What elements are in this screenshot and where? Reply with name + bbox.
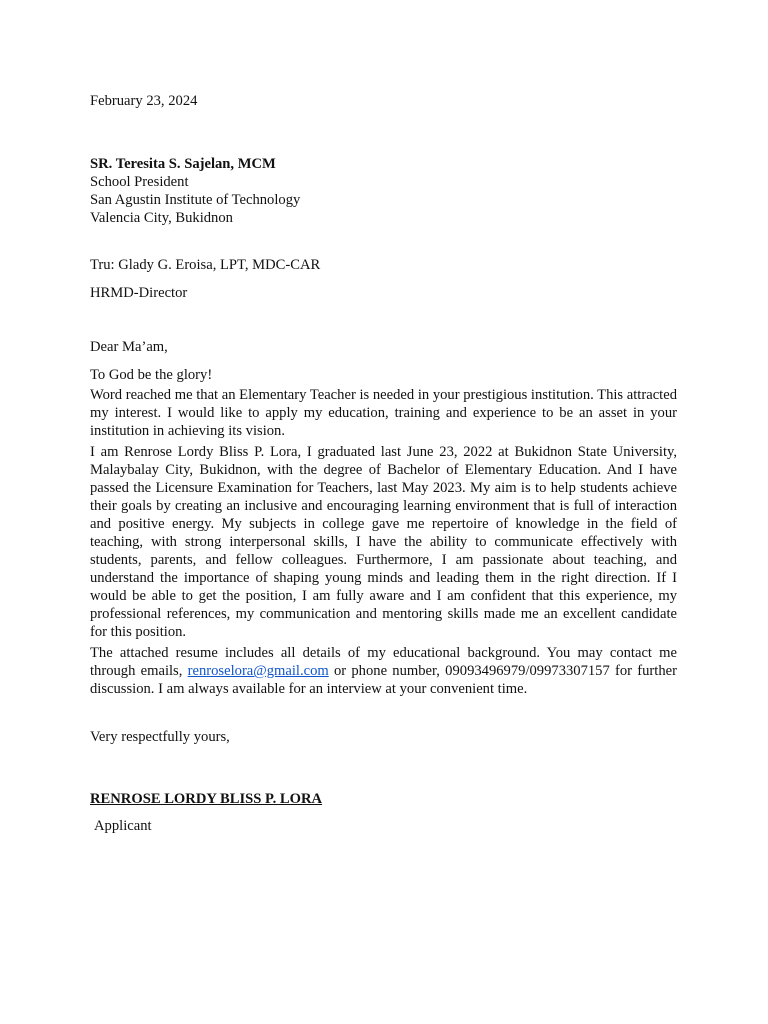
letter-body bbox=[90, 92, 677, 835]
signer-role: Applicant bbox=[94, 818, 152, 834]
recipient-institution: San Agustin Institute of Technology bbox=[90, 192, 301, 208]
salutation: Dear Ma’am, bbox=[90, 339, 168, 355]
recipient-name: SR. Teresita S. Sajelan, MCM bbox=[90, 156, 276, 172]
email-link[interactable]: renroselora@gmail.com bbox=[187, 663, 329, 679]
paragraph-contact bbox=[90, 644, 677, 698]
contact-text-after: or phone number, 09093496979/09973307157 for further discussion. I am always available for an interview at your convenient time. bbox=[90, 663, 677, 697]
letter-date: February 23, 2024 bbox=[90, 93, 198, 109]
thru-line: Tru: Glady G. Eroisa, LPT, MDC-CAR bbox=[90, 257, 321, 273]
opening-line: To God be the glory! bbox=[90, 367, 213, 383]
signer-name: RENROSE LORDY BLISS P. LORA bbox=[90, 791, 323, 807]
paragraph-intro: Word reached me that an Elementary Teacher is needed in your prestigious institution. This attracted my interest. I would like to apply my education, training and experience to be an asset in your institution in achieving its vision. bbox=[90, 387, 677, 439]
contact-text-before: The attached resume includes all details of my educational background. You may contact me through emails, bbox=[90, 645, 677, 679]
closing-line: Very respectfully yours, bbox=[90, 729, 230, 745]
recipient-address: Valencia City, Bukidnon bbox=[90, 210, 233, 226]
recipient-title: School President bbox=[90, 174, 189, 190]
thru-title: HRMD-Director bbox=[90, 285, 188, 301]
paragraph-background: I am Renrose Lordy Bliss P. Lora, I graduated last June 23, 2022 at Bukidnon State University, Malaybalay City, Bukidnon, with the degree of Bachelor of Elementary Education. And I have passed the Licensure Examination for Teachers, last May 2023. My aim is to help students achieve their goals by creating an inclusive and encouraging learning environment that is full of interaction and positive energy. My subjects in college gave me repertoire of knowledge in the field of teaching, with strong interpersonal skills, I have the ability to communicate effectively with students, parents, and fellow colleagues. Furthermore, I am passionate about teaching, and understand the importance of shaping young minds and leading them in the right direction. If I would be able to get the position, I am fully aware and I am confident that this experience, my professional references, my communication and mentoring skills made me an excellent candidate for this position. bbox=[90, 444, 677, 640]
